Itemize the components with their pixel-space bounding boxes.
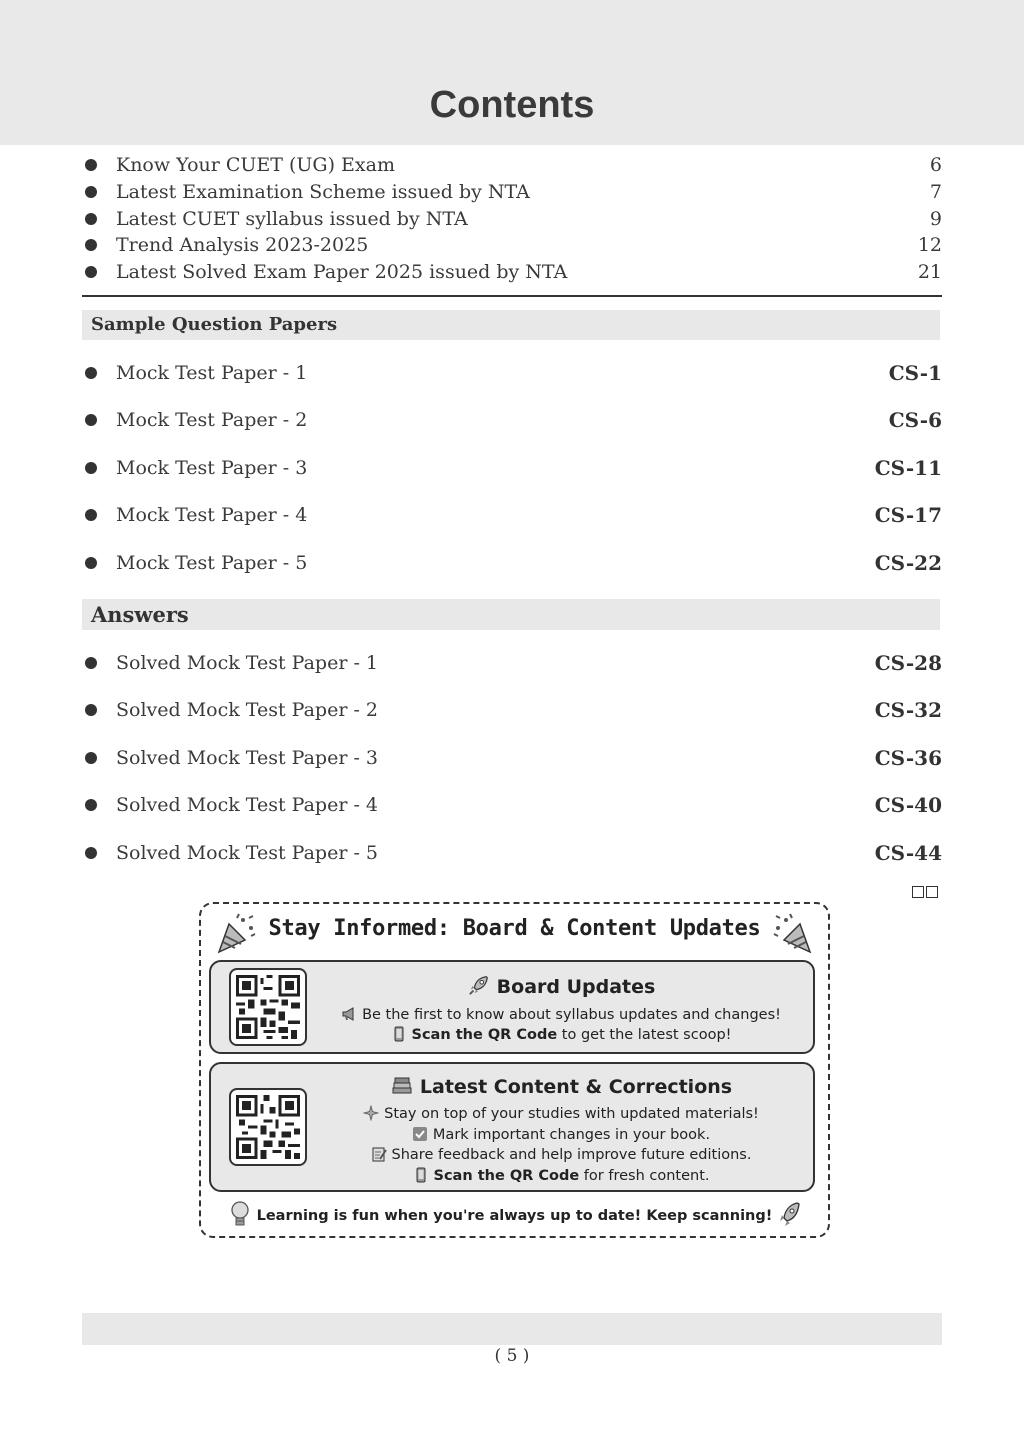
toc-label: Solved Mock Test Paper - 4 <box>116 794 379 816</box>
mobile-phone-icon <box>413 1167 429 1183</box>
toc-row[interactable] <box>82 697 942 723</box>
content-updates-line: Stay on top of your studies with updated materials! <box>311 1105 811 1122</box>
mobile-phone-icon <box>391 1026 407 1042</box>
books-icon <box>390 1074 414 1096</box>
rocket-icon <box>778 1200 800 1230</box>
toc-row[interactable] <box>82 502 942 528</box>
toc-page: 9 <box>929 208 942 230</box>
memo-icon <box>371 1146 387 1162</box>
light-bulb-icon <box>229 1200 251 1230</box>
bullet-dot-icon <box>85 367 97 379</box>
board-updates-heading-text: Board Updates <box>496 976 656 998</box>
content-updates-line: Share feedback and help improve future editions. <box>311 1146 811 1163</box>
toc-page: CS-17 <box>874 503 942 527</box>
toc-label: Trend Analysis 2023-2025 <box>116 234 369 256</box>
toc-label: Mock Test Paper - 5 <box>116 552 308 574</box>
toc-label: Solved Mock Test Paper - 2 <box>116 699 379 721</box>
bullet-dot-icon <box>85 266 97 278</box>
toc-label: Mock Test Paper - 1 <box>116 362 308 384</box>
toc-page: CS-28 <box>874 651 942 675</box>
toc-row[interactable] <box>82 550 942 576</box>
toc-row[interactable] <box>82 840 942 866</box>
board-updates-panel <box>209 960 815 1054</box>
qr-code-icon <box>236 1095 300 1159</box>
page-number: ( 5 ) <box>494 1346 530 1366</box>
toc-label: Solved Mock Test Paper - 1 <box>116 652 379 674</box>
toc-row[interactable] <box>82 206 942 232</box>
sparkles-icon <box>363 1105 379 1121</box>
section-heading-sample-papers <box>82 310 940 340</box>
toc-page: CS-32 <box>874 698 942 722</box>
page-title: Contents <box>429 84 595 126</box>
toc-label: Solved Mock Test Paper - 5 <box>116 842 379 864</box>
party-popper-icon <box>772 912 816 956</box>
megaphone-icon <box>341 1006 357 1022</box>
toc-page: CS-1 <box>888 361 942 385</box>
rocket-icon <box>467 974 491 996</box>
toc-row[interactable] <box>82 455 942 481</box>
updates-title: Stay Informed: Board & Content Updates <box>268 916 761 941</box>
toc-row[interactable] <box>82 745 942 771</box>
bullet-dot-icon <box>85 239 97 251</box>
bullet-dot-icon <box>85 704 97 716</box>
toc-row[interactable] <box>82 650 942 676</box>
bullet-dot-icon <box>85 509 97 521</box>
toc-row[interactable] <box>82 232 942 258</box>
content-updates-heading-text: Latest Content & Corrections <box>419 1076 733 1098</box>
toc-page: 12 <box>917 234 942 256</box>
bullet-dot-icon <box>85 752 97 764</box>
content-updates-heading <box>311 1074 811 1098</box>
toc-page: CS-36 <box>874 746 942 770</box>
bullet-dot-icon <box>85 799 97 811</box>
board-updates-heading <box>311 974 811 998</box>
board-updates-qr-code[interactable] <box>229 968 307 1046</box>
section-heading-answers <box>82 599 940 630</box>
toc-page: CS-6 <box>888 408 942 432</box>
toc-row[interactable] <box>82 407 942 433</box>
bullet-dot-icon <box>85 213 97 225</box>
toc-label: Mock Test Paper - 4 <box>116 504 308 526</box>
content-updates-line: Scan the QR Code for fresh content. <box>311 1167 811 1184</box>
toc-page: CS-22 <box>874 551 942 575</box>
bullet-dot-icon <box>85 414 97 426</box>
content-updates-panel <box>209 1062 815 1192</box>
end-mark-icon <box>912 886 938 898</box>
toc-row[interactable] <box>82 792 942 818</box>
section-heading-label: Answers <box>91 602 189 627</box>
content-updates-line: Mark important changes in your book. <box>311 1126 811 1143</box>
toc-label: Solved Mock Test Paper - 3 <box>116 747 379 769</box>
section-heading-label: Sample Question Papers <box>91 314 338 335</box>
qr-code-icon <box>236 975 300 1039</box>
toc-row[interactable] <box>82 152 942 178</box>
toc-page: 6 <box>929 154 942 176</box>
bullet-dot-icon <box>85 462 97 474</box>
toc-page: 21 <box>917 261 942 283</box>
board-updates-line: Scan the QR Code to get the latest scoop! <box>311 1026 811 1043</box>
updates-box <box>199 902 830 1238</box>
bullet-dot-icon <box>85 159 97 171</box>
toc-row[interactable] <box>82 259 942 285</box>
bullet-dot-icon <box>85 186 97 198</box>
toc-page: CS-40 <box>874 793 942 817</box>
toc-page: CS-11 <box>874 456 942 480</box>
toc-label: Latest CUET syllabus issued by NTA <box>116 208 468 230</box>
bullet-dot-icon <box>85 557 97 569</box>
bullet-dot-icon <box>85 657 97 669</box>
toc-label: Mock Test Paper - 2 <box>116 409 308 431</box>
updates-footer: Learning is fun when you're always up to date! Keep scanning! <box>201 1200 828 1230</box>
toc-label: Latest Examination Scheme issued by NTA <box>116 181 530 203</box>
check-box-icon <box>412 1126 428 1142</box>
board-updates-line: Be the first to know about syllabus updates and changes! <box>311 1006 811 1023</box>
section-divider <box>82 295 942 297</box>
content-updates-qr-code[interactable] <box>229 1088 307 1166</box>
toc-row[interactable] <box>82 360 942 386</box>
footer-band <box>82 1313 942 1345</box>
toc-label: Know Your CUET (UG) Exam <box>116 154 395 176</box>
toc-page: CS-44 <box>874 841 942 865</box>
bullet-dot-icon <box>85 847 97 859</box>
toc-row[interactable] <box>82 179 942 205</box>
toc-label: Mock Test Paper - 3 <box>116 457 308 479</box>
toc-label: Latest Solved Exam Paper 2025 issued by NTA <box>116 261 568 283</box>
toc-page: 7 <box>929 181 942 203</box>
